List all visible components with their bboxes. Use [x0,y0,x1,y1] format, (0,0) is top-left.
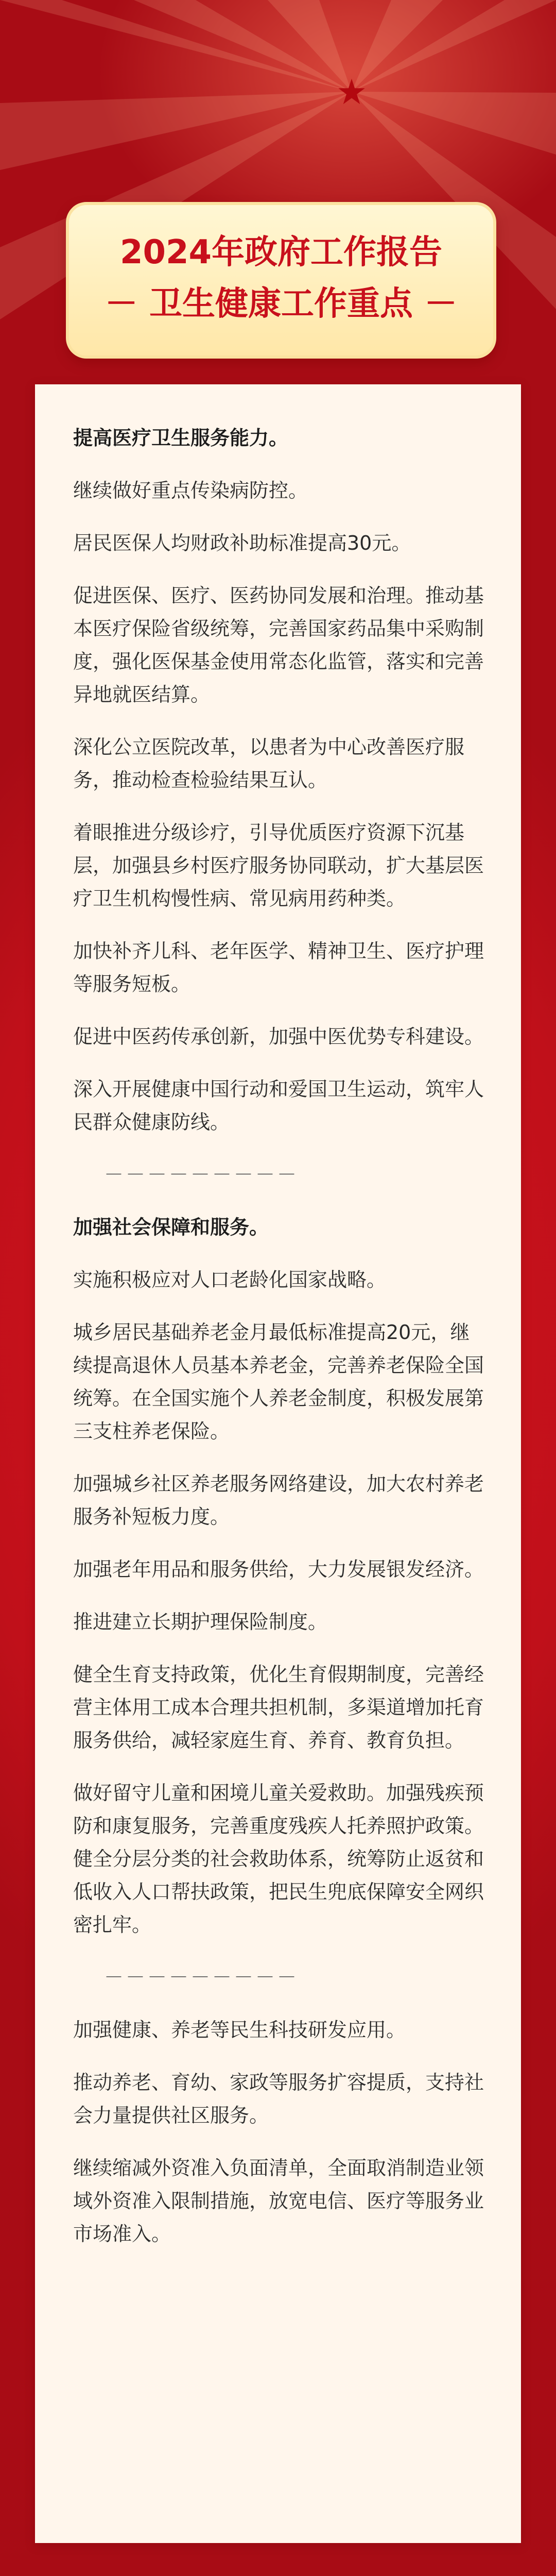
paragraph: 实施积极应对人口老龄化国家战略。 [73,1268,387,1291]
page-subtitle: － 卫生健康工作重点 － [105,285,458,323]
paragraph: 加强老年用品和服务供给，大力发展银发经济。 [73,1558,484,1581]
content-card [35,384,521,2543]
paragraph: 继续做好重点传染病防控。 [73,479,308,502]
paragraph: 健全生育支持政策，优化生育假期制度，完善经营主体用工成本合理共担机制，多渠道增加托育服务供给，减轻家庭生育、养育、教育负担。 [73,1663,484,1752]
paragraph: 加强健康、养老等民生科技研发应用。 [73,2019,406,2041]
paragraph: 加快补齐儿科、老年医学、精神卫生、医疗护理等服务短板。 [73,940,484,995]
paragraph: 促进中医药传承创新，加强中医优势专科建设。 [73,1025,484,1048]
paragraph: 推动养老、育幼、家政等服务扩容提质，支持社会力量提供社区服务。 [73,2071,484,2127]
paragraph: 城乡居民基础养老金月最低标准提高20元，继续提高退休人员基本养老金，完善养老保险全国统筹。在全国实施个人养老金制度，积极发展第三支柱养老保险。 [73,1321,484,1443]
paragraph: 深化公立医院改革，以患者为中心改善医疗服务，推动检查检验结果互认。 [73,736,465,791]
paragraph: 居民医保人均财政补助标准提高30元。 [73,532,411,554]
paragraph: 促进医保、医疗、医药协同发展和治理。推动基本医疗保险省级统筹，完善国家药品集中采购制度，强化医保基金使用常态化监管，落实和完善异地就医结算。 [73,584,484,706]
paragraph: 做好留守儿童和困境儿童关爱救助。加强残疾预防和康复服务，完善重度残疾人托养照护政策。健全分层分类的社会救助体系，统筹防止返贫和低收入人口帮扶政策，把民生兜底保障安全网织密扎牢。 [73,1782,484,1936]
section-heading: 提高医疗卫生服务能力。 [73,427,289,449]
page-title: 2024年政府工作报告 [119,233,443,272]
title-banner [66,202,496,359]
paragraph: 推进建立长期护理保险制度。 [73,1611,328,1633]
paragraph: 继续缩减外资准入负面清单，全面取消制造业领域外资准入限制措施，放宽电信、医疗等服务业市场准入。 [73,2157,484,2245]
section-divider: －－－－－－－－－ [104,1966,299,1989]
report-body [73,421,485,2270]
star-icon [337,77,366,106]
paragraph: 着眼推进分级诊疗，引导优质医疗资源下沉基层，加强县乡村医疗服务协同联动，扩大基层医疗卫生机构慢性病、常见病用药种类。 [73,821,484,910]
paragraph: 加强城乡社区养老服务网络建设，加大农村养老服务补短板力度。 [73,1472,484,1528]
section-divider: －－－－－－－－－ [104,1163,299,1186]
section-heading: 加强社会保障和服务。 [73,1216,269,1239]
paragraph: 深入开展健康中国行动和爱国卫生运动，筑牢人民群众健康防线。 [73,1078,484,1133]
